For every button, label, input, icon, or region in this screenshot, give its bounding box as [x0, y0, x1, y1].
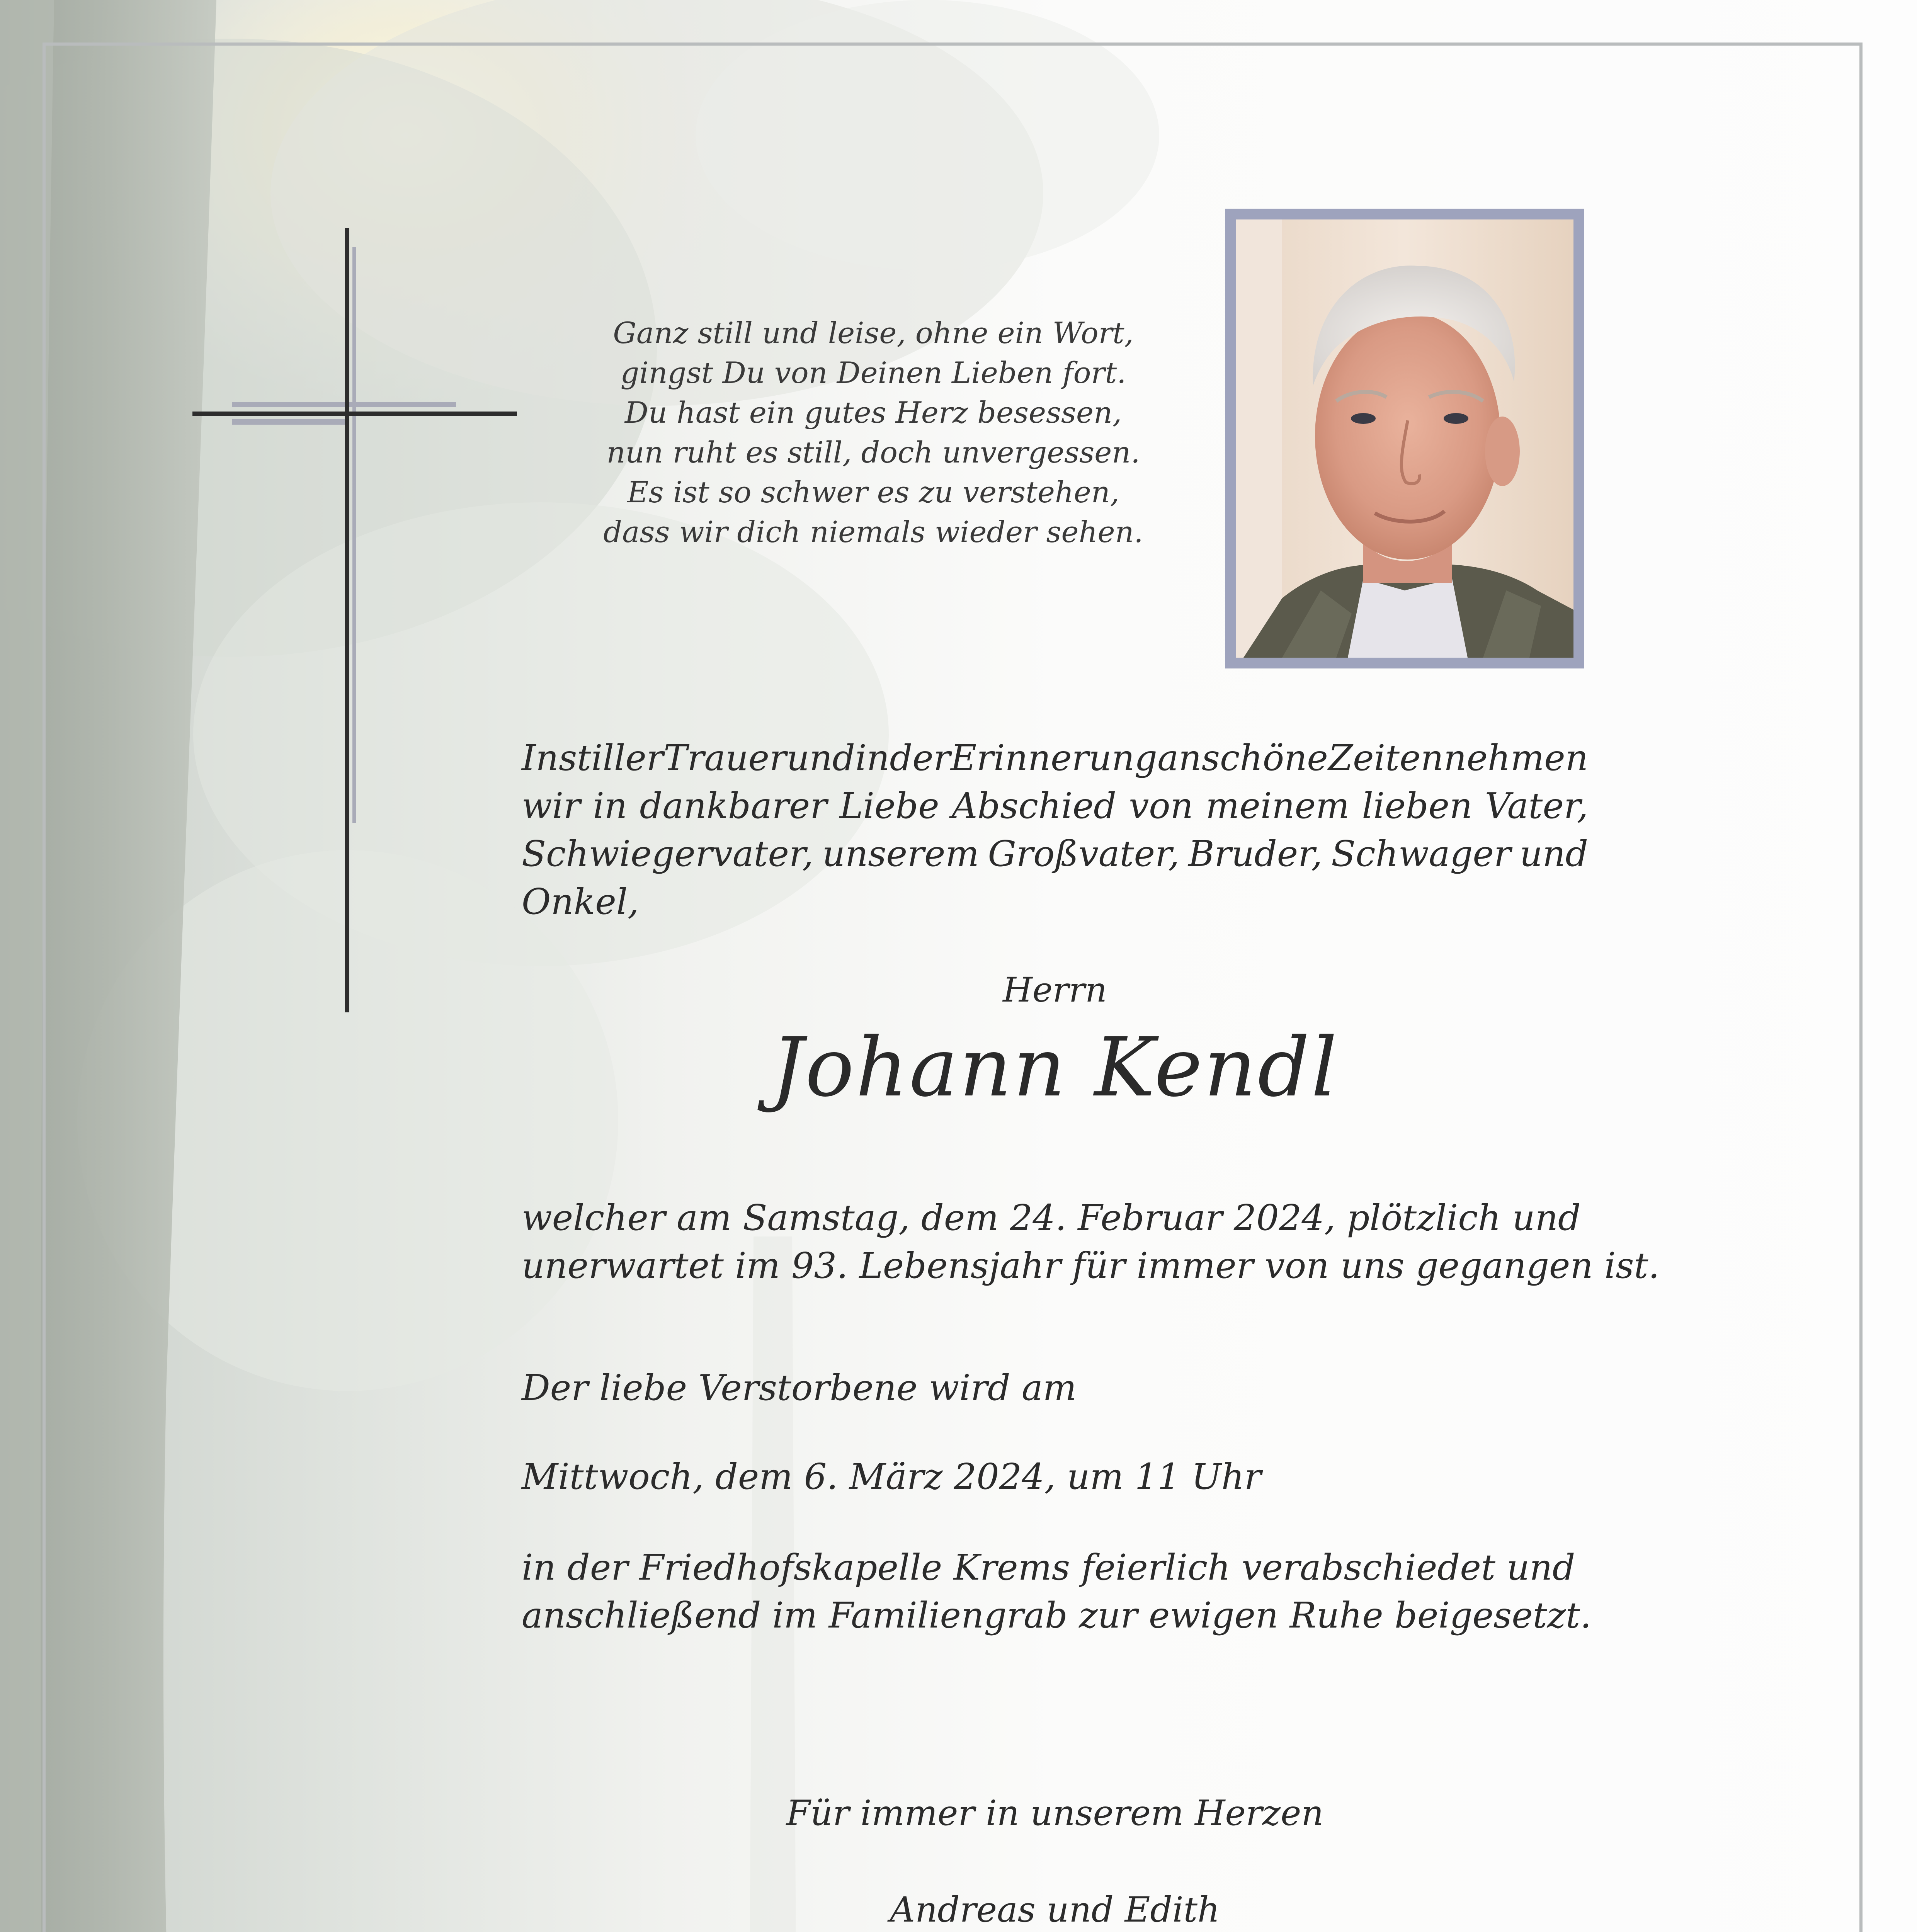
intro-word: Erinnerung	[951, 737, 1157, 779]
death-line: welcher am Samstag, dem 24. Februar 2024, plötzlich und	[522, 1197, 1581, 1238]
intro-word: lieben	[1362, 785, 1473, 827]
death-line: unerwartet im 93. Lebensjahr für immer von uns gegangen ist.	[522, 1245, 1660, 1286]
intro-word: Bruder,	[1188, 833, 1323, 874]
cross-icon-horizontal	[192, 412, 517, 416]
poem	[541, 313, 1206, 552]
intro-word: in	[855, 737, 890, 779]
intro-word: an	[1157, 737, 1202, 779]
intro-word: und	[786, 737, 855, 779]
intro-paragraph	[522, 734, 1588, 926]
cross-shadow-vertical	[352, 247, 356, 823]
intro-word: Zeiten	[1328, 737, 1444, 779]
closing-phrase: Für immer in unserem Herzen	[786, 1793, 1324, 1833]
intro-word: wir	[522, 785, 581, 827]
intro-word: und	[1519, 833, 1588, 874]
intro-line	[522, 734, 1588, 782]
intro-word: der	[890, 737, 951, 779]
mourner-name: Andreas und Edith	[890, 1889, 1220, 1930]
intro-word: schöne	[1201, 737, 1328, 779]
poem-line: gingst Du von Deinen Lieben fort.	[620, 355, 1126, 390]
poem-line: Du hast ein gutes Herz besessen,	[624, 395, 1122, 430]
intro-word: Schwiegervater,	[522, 833, 814, 874]
poem-line: nun ruht es still, doch unvergessen.	[606, 435, 1140, 469]
burial-line: anschließend im Familiengrab zur ewigen Ruhe beigesetzt.	[522, 1595, 1592, 1636]
intro-word: meinem	[1206, 785, 1350, 827]
poem-line: dass wir dich niemals wieder sehen.	[603, 515, 1143, 549]
intro-line	[522, 782, 1588, 830]
poem-line: Es ist so schwer es zu verstehen,	[627, 475, 1119, 509]
farewell-intro-text: Der liebe Verstorbene wird am	[522, 1367, 1077, 1408]
farewell-intro	[522, 1364, 1588, 1412]
portrait-photo-frame	[1225, 209, 1584, 668]
burial-notice	[522, 1544, 1592, 1639]
intro-word: Schwager	[1331, 833, 1511, 874]
intro-word: in	[593, 785, 628, 827]
intro-word: stiller	[558, 737, 663, 779]
intro-word: Liebe	[839, 785, 939, 827]
portrait-photo	[1236, 219, 1573, 658]
intro-word: Trauer	[663, 737, 787, 779]
intro-word: Vater,	[1485, 785, 1588, 827]
intro-word: In	[522, 737, 559, 779]
cross-icon-vertical	[345, 228, 349, 1012]
deceased-name: Johann Kendl	[771, 1020, 1339, 1115]
death-notice	[522, 1194, 1660, 1290]
cross-shadow-horizontal	[232, 402, 456, 407]
salutation: Herrn	[1003, 970, 1107, 1010]
intro-line	[522, 830, 1588, 878]
intro-word: nehmen	[1444, 737, 1588, 779]
cross-shadow-horizontal-2	[232, 419, 348, 425]
intro-word: Großvater,	[988, 833, 1180, 874]
intro-word: Abschied	[951, 785, 1117, 827]
ceremony-date-text: Mittwoch, dem 6. März 2024, um 11 Uhr	[522, 1456, 1261, 1497]
intro-line: Onkel,	[522, 881, 639, 922]
burial-line: in der Friedhofskapelle Krems feierlich verabschiedet und	[522, 1547, 1575, 1588]
intro-word: unserem	[822, 833, 979, 874]
intro-word: dankbarer	[640, 785, 827, 827]
poem-line: Ganz still und leise, ohne ein Wort,	[613, 316, 1134, 350]
ceremony-date	[522, 1453, 1588, 1501]
intro-word: von	[1129, 785, 1193, 827]
